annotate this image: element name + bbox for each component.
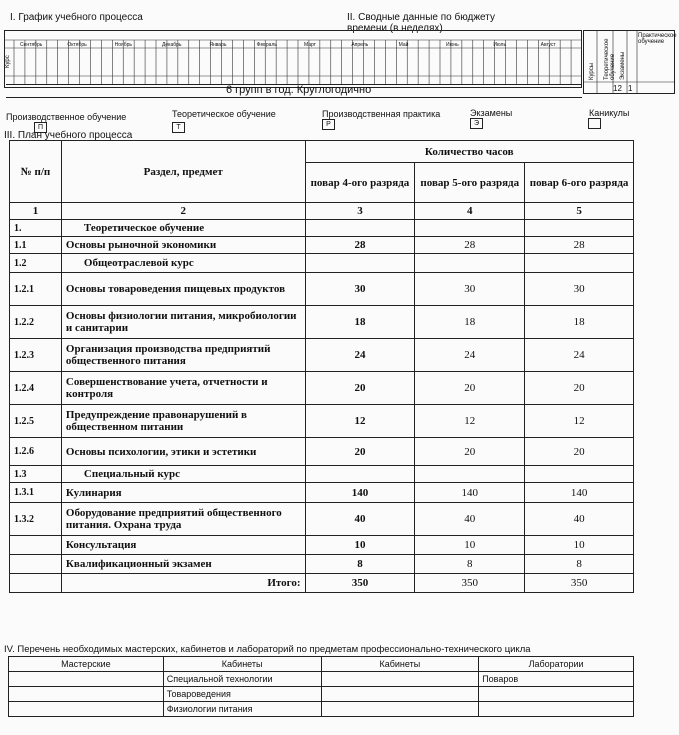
row-value-grade-6	[525, 254, 634, 273]
row-num: 1.2.6	[10, 438, 62, 466]
row-value-grade-6: 12	[525, 405, 634, 438]
row-num: 1.2.3	[10, 339, 62, 372]
budget-subtitle: времени (в неделях)	[347, 23, 443, 34]
row-value-grade-4: 20	[305, 372, 415, 405]
row-num: 1.2.1	[10, 273, 62, 306]
table-row	[10, 466, 634, 483]
month-label: Сентябрь	[20, 42, 43, 48]
table-row	[10, 372, 634, 405]
table-row	[10, 220, 634, 237]
month-label: Май	[398, 42, 409, 48]
legend-mark-holidays	[588, 118, 601, 129]
row-num: 1.2.2	[10, 306, 62, 339]
table-row	[10, 273, 634, 306]
month-label: Февраль	[256, 42, 277, 48]
lab-item: Поваров	[479, 672, 634, 687]
schedule-grid	[4, 30, 582, 88]
legend-practice	[322, 109, 440, 119]
row-subject: Кулинария	[61, 483, 305, 503]
month-label: Июль	[493, 42, 507, 48]
row-subject: Специальный курс	[61, 466, 305, 483]
table-row	[10, 536, 634, 555]
month-label: Январь	[209, 42, 227, 48]
table-row	[10, 574, 634, 593]
row-value-grade-6: 30	[525, 273, 634, 306]
table-row	[10, 306, 634, 339]
row-value-grade-5: 350	[415, 574, 525, 593]
row-value-grade-6: 8	[525, 555, 634, 574]
legend-label: Экзамены	[470, 108, 513, 118]
index-cell: 2	[61, 203, 305, 220]
month-label: Октябрь	[67, 42, 87, 48]
rooms-cell	[321, 687, 479, 702]
row-subject: Консультация	[61, 536, 305, 555]
row-num: 1.3.2	[10, 503, 62, 536]
row-value-grade-5	[415, 220, 525, 237]
row-num: 1.1	[10, 237, 62, 254]
rooms-header-workshops: Мастерские	[9, 657, 164, 672]
row-value-grade-5: 20	[415, 372, 525, 405]
row-value-grade-4: 12	[305, 405, 415, 438]
row-value-grade-4: 30	[305, 273, 415, 306]
row-value-grade-6: 24	[525, 339, 634, 372]
row-value-grade-6: 20	[525, 372, 634, 405]
row-value-grade-6: 350	[525, 574, 634, 593]
row-value-grade-6: 140	[525, 483, 634, 503]
row-value-grade-4: 40	[305, 503, 415, 536]
row-subject: Основы психологии, этики и эстетики	[61, 438, 305, 466]
rooms-cell	[9, 687, 164, 702]
legend-theory	[172, 109, 276, 119]
row-num: 1.3	[10, 466, 62, 483]
index-cell: 4	[415, 203, 525, 220]
table-row	[10, 438, 634, 466]
row-value-grade-5: 20	[415, 438, 525, 466]
rooms-cell	[321, 672, 479, 687]
table-row	[10, 405, 634, 438]
row-subject: Организация производства предприятий общественного питания	[61, 339, 305, 372]
row-num: 1.3.1	[10, 483, 62, 503]
table-row	[10, 555, 634, 574]
row-value-grade-5: 24	[415, 339, 525, 372]
table-row	[10, 483, 634, 503]
table-row	[10, 503, 634, 536]
table-row	[10, 254, 634, 273]
month-label: Декабрь	[162, 42, 182, 48]
rooms-cell	[9, 672, 164, 687]
month-label: Июнь	[446, 42, 459, 48]
row-value-grade-5: 28	[415, 237, 525, 254]
course-label: Курс	[5, 55, 11, 68]
row-subject: Общеотраслевой курс	[61, 254, 305, 273]
header-grade-4: повар 4-ого разряда	[305, 163, 415, 203]
legend-mark-practice: Р	[322, 119, 335, 130]
index-cell: 5	[525, 203, 634, 220]
cabinet-item: Физиологии питания	[163, 702, 321, 717]
row-num	[10, 574, 62, 593]
rooms-cell	[321, 702, 479, 717]
budget-value-exams: 1	[628, 84, 633, 93]
budget-title: II. Сводные данные по бюджету	[347, 12, 495, 23]
index-cell: 1	[10, 203, 62, 220]
index-cell: 3	[305, 203, 415, 220]
row-subject: Итого:	[61, 574, 305, 593]
row-value-grade-6: 40	[525, 503, 634, 536]
row-value-grade-4	[305, 466, 415, 483]
row-num	[10, 555, 62, 574]
study-plan-table	[9, 140, 634, 593]
row-value-grade-5: 40	[415, 503, 525, 536]
table-row	[10, 237, 634, 254]
row-subject: Основы рыночной экономики	[61, 237, 305, 254]
row-value-grade-6	[525, 466, 634, 483]
row-value-grade-4	[305, 254, 415, 273]
row-value-grade-6: 28	[525, 237, 634, 254]
row-num: 1.2	[10, 254, 62, 273]
budget-header-practice: Практическое обучение	[638, 33, 677, 45]
schedule-title: I. График учебного процесса	[10, 12, 143, 23]
row-value-grade-4: 20	[305, 438, 415, 466]
row-subject: Совершенствование учета, отчетности и контроля	[61, 372, 305, 405]
budget-header-theory: Теоретическое обучение	[604, 38, 616, 80]
row-value-grade-4: 28	[305, 237, 415, 254]
legend-mark-theory: Т	[172, 122, 185, 133]
row-value-grade-4	[305, 220, 415, 237]
row-value-grade-5	[415, 254, 525, 273]
month-label: Август	[540, 42, 556, 48]
month-label: Март	[304, 42, 316, 48]
budget-value-theory: 12	[613, 84, 622, 93]
header-num: № п/п	[10, 141, 62, 203]
header-grade-5: повар 5-ого разряда	[415, 163, 525, 203]
legend-mark-production: П	[34, 122, 47, 133]
row-value-grade-5: 18	[415, 306, 525, 339]
rooms-header-cabinets: Кабинеты	[163, 657, 321, 672]
cabinet-item: Товароведения	[163, 687, 321, 702]
budget-header-course: Курсы	[589, 62, 595, 80]
month-label: Апрель	[351, 42, 369, 48]
row-subject: Основы физиологии питания, микробиологии и санитарии	[61, 306, 305, 339]
row-value-grade-5: 12	[415, 405, 525, 438]
legend-label: Теоретическое обучение	[172, 109, 276, 119]
plan-title: III. План учебного процесса	[4, 130, 133, 141]
rooms-cell	[9, 702, 164, 717]
row-subject: Основы товароведения пищевых продуктов	[61, 273, 305, 306]
legend-mark-exams: Э	[470, 118, 483, 129]
legend-exams	[470, 108, 512, 118]
legend-label: Каникулы	[589, 108, 630, 118]
row-num: 1.2.5	[10, 405, 62, 438]
row-num: 1.2.4	[10, 372, 62, 405]
row-value-grade-5: 30	[415, 273, 525, 306]
row-value-grade-6: 18	[525, 306, 634, 339]
budget-header-exams: Экзамены	[620, 51, 626, 80]
row-num: 1.	[10, 220, 62, 237]
rooms-table	[8, 656, 634, 717]
groups-line	[6, 84, 582, 98]
row-value-grade-4: 350	[305, 574, 415, 593]
rooms-cell	[479, 687, 634, 702]
row-value-grade-4: 8	[305, 555, 415, 574]
row-subject: Квалификационный экзамен	[61, 555, 305, 574]
rooms-title: IV. Перечень необходимых мастерских, кабинетов и лабораторий по предметам профессионально-технического цикла	[4, 644, 531, 655]
row-value-grade-6	[525, 220, 634, 237]
legend-label: Производственная практика	[322, 109, 441, 119]
row-value-grade-6: 10	[525, 536, 634, 555]
cabinet-item: Специальной технологии	[163, 672, 321, 687]
row-value-grade-5: 8	[415, 555, 525, 574]
row-value-grade-5: 10	[415, 536, 525, 555]
header-subject: Раздел, предмет	[61, 141, 305, 203]
row-subject: Оборудование предприятий общественного питания. Охрана труда	[61, 503, 305, 536]
header-grade-6: повар 6-ого разряда	[525, 163, 634, 203]
row-num	[10, 536, 62, 555]
row-value-grade-5	[415, 466, 525, 483]
row-value-grade-4: 18	[305, 306, 415, 339]
table-row	[10, 339, 634, 372]
month-label: Ноябрь	[114, 42, 133, 48]
row-value-grade-6: 20	[525, 438, 634, 466]
row-subject: Теоретическое обучение	[61, 220, 305, 237]
row-value-grade-4: 140	[305, 483, 415, 503]
header-hours: Количество часов	[305, 141, 633, 163]
row-value-grade-4: 10	[305, 536, 415, 555]
legend-production-training	[6, 112, 126, 122]
rooms-header-cabinets-2: Кабинеты	[321, 657, 479, 672]
row-value-grade-5: 140	[415, 483, 525, 503]
rooms-cell	[479, 702, 634, 717]
legend-label: Производственное обучение	[6, 112, 127, 122]
legend-holidays	[589, 108, 629, 118]
row-value-grade-4: 24	[305, 339, 415, 372]
rooms-header-labs: Лаборатории	[479, 657, 634, 672]
row-subject: Предупреждение правонарушений в общественном питании	[61, 405, 305, 438]
groups-note: 6 групп в год. Круглогодично	[226, 84, 372, 96]
